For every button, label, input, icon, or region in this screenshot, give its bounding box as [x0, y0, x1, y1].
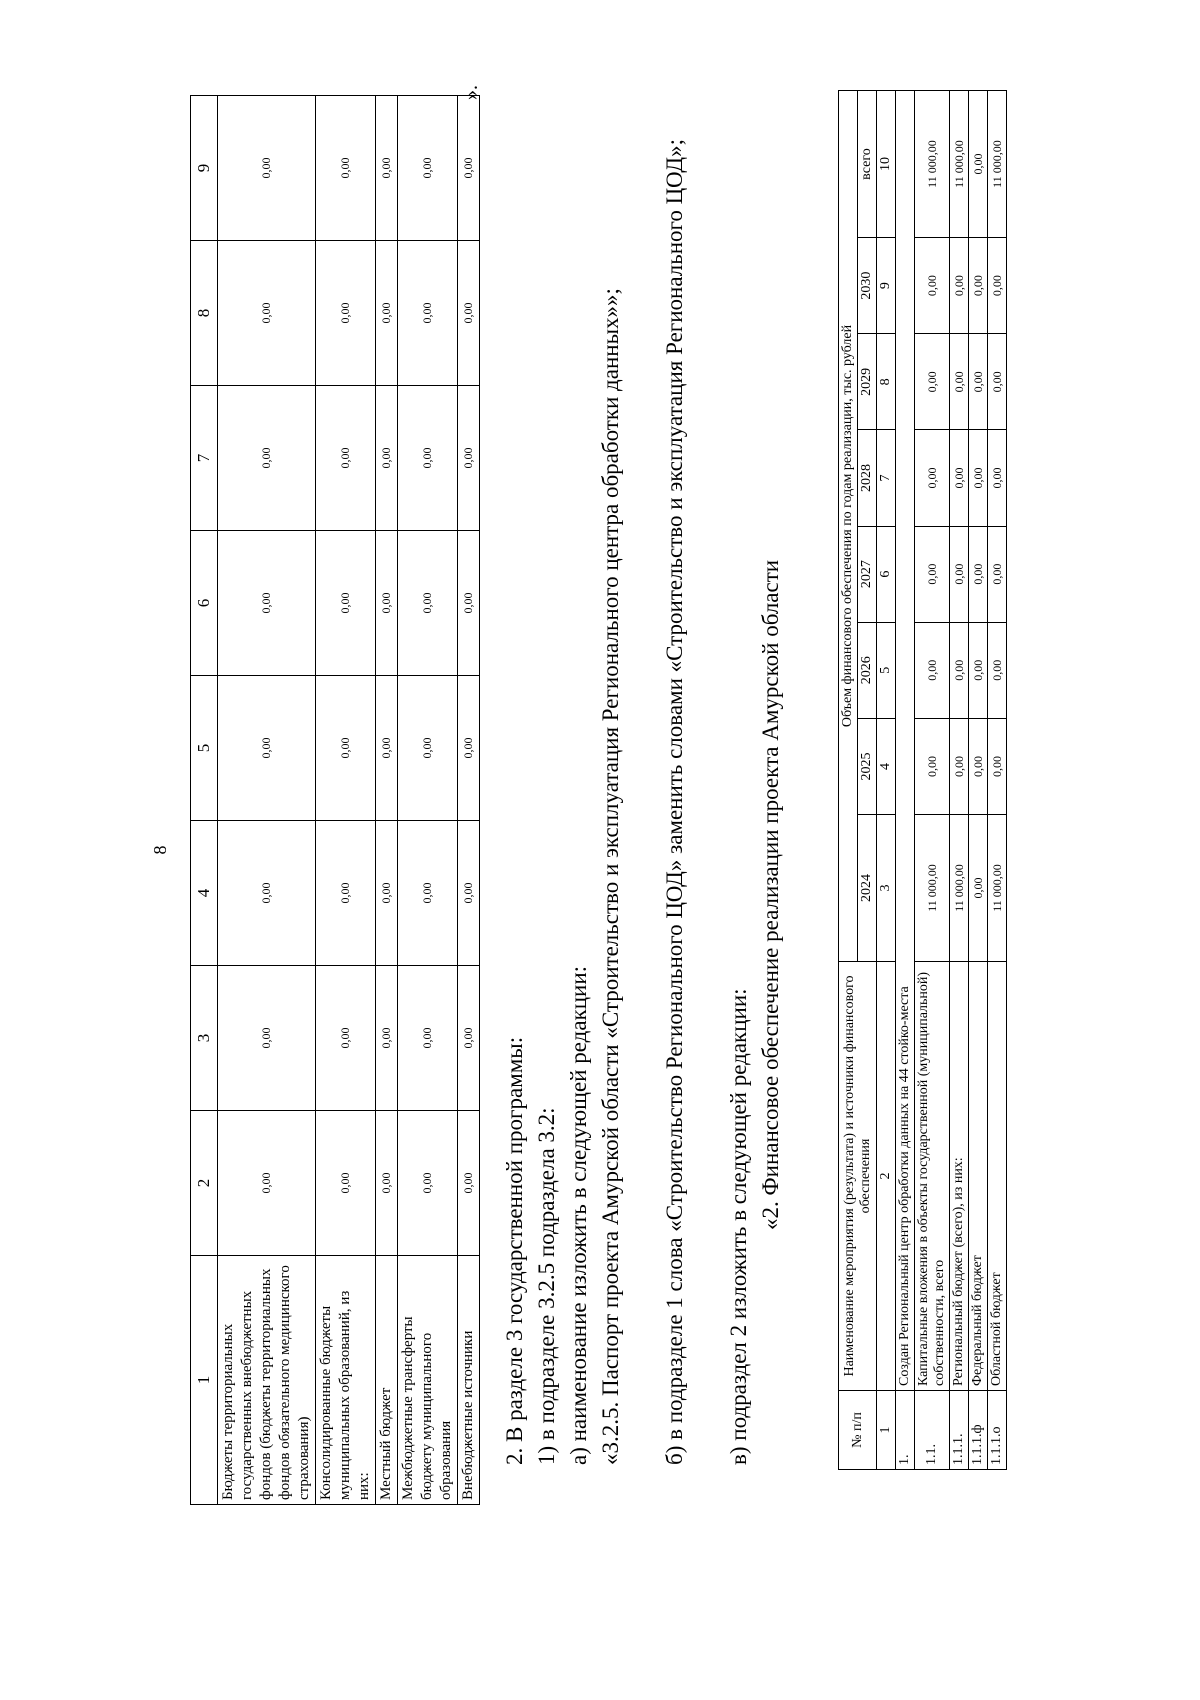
value-cell: 0,00 — [458, 386, 480, 531]
value-cell: 0,00 — [218, 241, 316, 386]
page-number: 8 — [150, 845, 170, 855]
value-cell: 0,00 — [316, 676, 376, 821]
project-financing-table — [838, 90, 1007, 1470]
index-cell: 1 — [877, 1391, 896, 1470]
value-cell: 0,00 — [950, 334, 969, 430]
value-cell: 0,00 — [398, 676, 458, 821]
header-cell: 2 — [191, 1111, 218, 1256]
value-cell: 0,00 — [376, 531, 398, 676]
value-cell: 0,00 — [218, 386, 316, 531]
index-row — [877, 91, 896, 1470]
index-cell: 7 — [877, 430, 896, 526]
value-cell: 0,00 — [458, 531, 480, 676]
index-cell: 3 — [877, 815, 896, 962]
row-label: Местный бюджет — [376, 1256, 398, 1505]
row-label: Бюджеты территориальных государственных внебюджетных фондов (бюджеты территориальных фондов обязательного медицинского страхования) — [218, 1256, 316, 1505]
row-num: 1.1. — [915, 1391, 950, 1470]
header-cell: 5 — [191, 676, 218, 821]
value-cell: 0,00 — [376, 96, 398, 241]
value-cell: 0,00 — [988, 430, 1007, 526]
value-cell: 0,00 — [915, 430, 950, 526]
year-cell: 2030 — [858, 238, 877, 334]
table-row — [218, 96, 316, 1505]
value-cell: 0,00 — [988, 718, 1007, 814]
header-cell: 9 — [191, 96, 218, 241]
value-cell: 0,00 — [458, 241, 480, 386]
header-name: Наименование мероприятия (результата) и источники финансового обеспечения — [839, 962, 877, 1391]
value-cell: 0,00 — [316, 96, 376, 241]
row-name: Федеральный бюджет — [969, 962, 988, 1391]
year-cell: всего — [858, 91, 877, 238]
value-cell: 11 000,00 — [915, 815, 950, 962]
header-volume: Объем финансового обеспечения по годам реализации, тыс. рублей — [839, 91, 858, 962]
value-cell: 0,00 — [988, 334, 1007, 430]
value-cell: 0,00 — [969, 622, 988, 718]
paragraph: в) подраздел 2 изложить в следующей редакции: — [726, 988, 751, 1465]
value-cell: 0,00 — [398, 386, 458, 531]
header-num: № п/п — [839, 1391, 877, 1470]
value-cell: 0,00 — [316, 386, 376, 531]
header-cell: 6 — [191, 531, 218, 676]
value-cell: 0,00 — [969, 526, 988, 622]
value-cell: 0,00 — [969, 718, 988, 814]
value-cell: 0,00 — [316, 241, 376, 386]
value-cell: 0,00 — [969, 815, 988, 962]
value-cell: 11 000,00 — [950, 91, 969, 238]
table-row — [376, 96, 398, 1505]
row-name: Областной бюджет — [988, 962, 1007, 1391]
value-cell: 0,00 — [398, 821, 458, 966]
value-cell: 0,00 — [969, 334, 988, 430]
value-cell: 0,00 — [950, 718, 969, 814]
value-cell: 0,00 — [988, 526, 1007, 622]
value-cell: 0,00 — [915, 718, 950, 814]
value-cell: 0,00 — [969, 238, 988, 334]
value-cell: 0,00 — [915, 238, 950, 334]
value-cell: 0,00 — [458, 1111, 480, 1256]
value-cell: 0,00 — [398, 531, 458, 676]
row-num: 1.1.1.ф — [969, 1391, 988, 1470]
row-name: Региональный бюджет (всего), из них: — [950, 962, 969, 1391]
header-cell: 3 — [191, 966, 218, 1111]
paragraph: а) наименование изложить в следующей редакции: — [566, 965, 591, 1465]
paragraph: 2. В разделе 3 государственной программы: — [502, 1036, 527, 1465]
table-row — [398, 96, 458, 1505]
index-cell: 8 — [877, 334, 896, 430]
value-cell: 0,00 — [218, 1111, 316, 1256]
year-cell: 2025 — [858, 718, 877, 814]
value-cell: 0,00 — [316, 1111, 376, 1256]
value-cell: 11 000,00 — [915, 91, 950, 238]
value-cell: 0,00 — [398, 966, 458, 1111]
table-header-row — [191, 96, 218, 1505]
table-closing-quote: ». — [460, 85, 482, 100]
year-cell: 2027 — [858, 526, 877, 622]
value-cell: 0,00 — [376, 1111, 398, 1256]
table-header-row — [839, 91, 858, 1470]
value-cell: 0,00 — [988, 622, 1007, 718]
value-cell: 0,00 — [969, 430, 988, 526]
table-row — [316, 96, 376, 1505]
section-row — [896, 91, 915, 1470]
value-cell: 11 000,00 — [988, 91, 1007, 238]
value-cell: 0,00 — [376, 676, 398, 821]
section-num: 1. — [896, 1391, 915, 1470]
value-cell: 0,00 — [915, 334, 950, 430]
row-label: Межбюджетные трансферты бюджету муниципального образования — [398, 1256, 458, 1505]
year-cell: 2024 — [858, 815, 877, 962]
value-cell: 0,00 — [915, 622, 950, 718]
year-cell: 2029 — [858, 334, 877, 430]
index-cell: 10 — [877, 91, 896, 238]
value-cell: 11 000,00 — [950, 815, 969, 962]
value-cell: 0,00 — [218, 96, 316, 241]
section-title: Создан Региональный центр обработки данных на 44 стойко-места — [896, 91, 915, 1391]
value-cell: 0,00 — [398, 1111, 458, 1256]
value-cell: 0,00 — [398, 96, 458, 241]
value-cell: 0,00 — [988, 238, 1007, 334]
row-num: 1.1.1. — [950, 1391, 969, 1470]
paragraph: «3.2.5. Паспорт проекта Амурской области «Строительство и эксплуатация Регионального центра обработки данных»»; — [598, 288, 623, 1465]
value-cell: 0,00 — [218, 676, 316, 821]
header-cell: 8 — [191, 241, 218, 386]
index-cell: 9 — [877, 238, 896, 334]
index-cell: 2 — [877, 962, 896, 1391]
value-cell: 0,00 — [398, 241, 458, 386]
value-cell: 0,00 — [218, 966, 316, 1111]
value-cell: 0,00 — [316, 966, 376, 1111]
value-cell: 0,00 — [458, 96, 480, 241]
value-cell: 0,00 — [458, 966, 480, 1111]
index-cell: 5 — [877, 622, 896, 718]
table-row — [950, 91, 969, 1470]
value-cell: 0,00 — [376, 966, 398, 1111]
table-row — [988, 91, 1007, 1470]
funding-sources-table — [190, 95, 480, 1505]
value-cell: 0,00 — [218, 531, 316, 676]
value-cell: 0,00 — [376, 241, 398, 386]
value-cell: 0,00 — [376, 821, 398, 966]
value-cell: 0,00 — [316, 531, 376, 676]
value-cell: 0,00 — [458, 821, 480, 966]
value-cell: 0,00 — [950, 622, 969, 718]
table-row — [915, 91, 950, 1470]
value-cell: 0,00 — [915, 526, 950, 622]
row-name: Капитальные вложения в объекты государственной (муниципальной) собственности, всего — [915, 962, 950, 1391]
table-row — [458, 96, 480, 1505]
header-cell: 4 — [191, 821, 218, 966]
value-cell: 0,00 — [218, 821, 316, 966]
value-cell: 0,00 — [950, 238, 969, 334]
value-cell: 11 000,00 — [988, 815, 1007, 962]
index-cell: 4 — [877, 718, 896, 814]
row-label: Внебюджетные источники — [458, 1256, 480, 1505]
row-num: 1.1.1.о — [988, 1391, 1007, 1470]
value-cell: 0,00 — [458, 676, 480, 821]
year-cell: 2026 — [858, 622, 877, 718]
year-cell: 2028 — [858, 430, 877, 526]
row-label: Консолидированные бюджеты муниципальных образований, из них: — [316, 1256, 376, 1505]
paragraph: б) в подразделе 1 слова «Строительство Регионального ЦОД» заменить словами «Строительство и эксплуатация Регионального ЦОД»; — [662, 139, 687, 1465]
header-cell: 1 — [191, 1256, 218, 1505]
index-cell: 6 — [877, 526, 896, 622]
value-cell: 0,00 — [316, 821, 376, 966]
section-heading: «2. Финансовое обеспечение реализации проекта Амурской области — [758, 559, 783, 1230]
value-cell: 0,00 — [969, 91, 988, 238]
value-cell: 0,00 — [950, 526, 969, 622]
paragraph: 1) в подразделе 3.2.5 подраздела 3.2: — [534, 1107, 559, 1465]
value-cell: 0,00 — [950, 430, 969, 526]
value-cell: 0,00 — [376, 386, 398, 531]
header-cell: 7 — [191, 386, 218, 531]
table-row — [969, 91, 988, 1470]
